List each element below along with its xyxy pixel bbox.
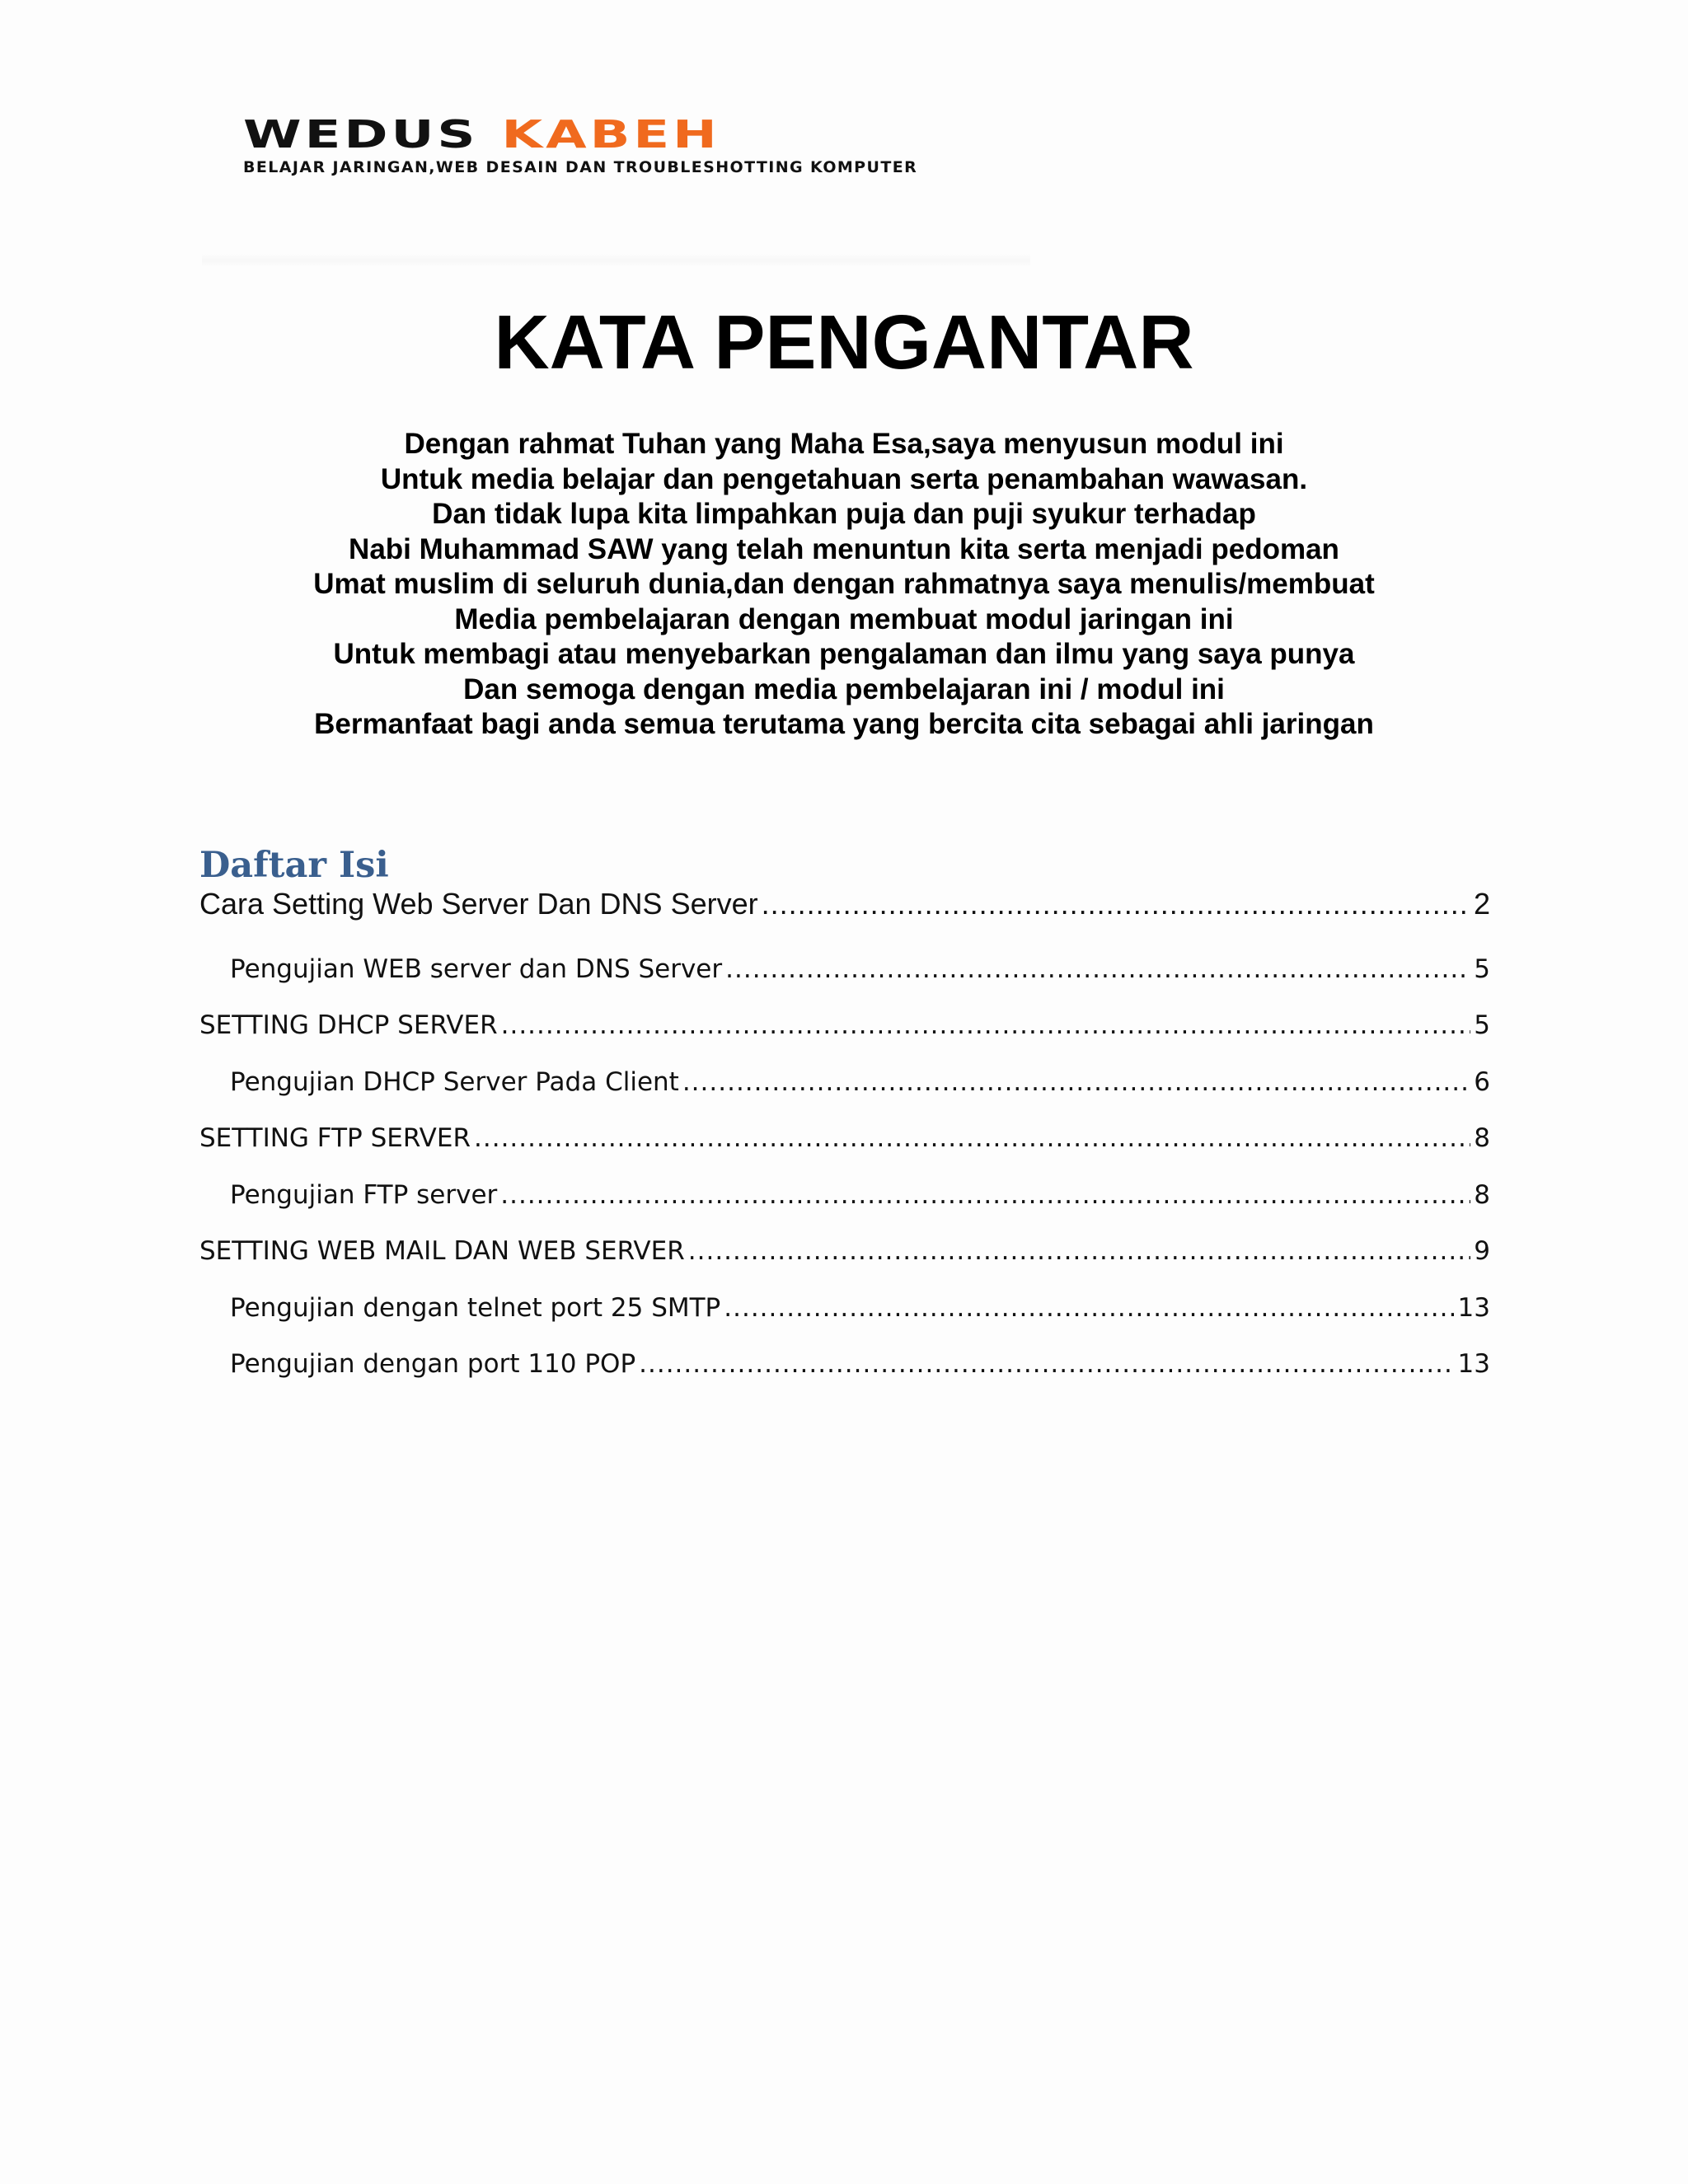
toc-entry-page: 8 [1474, 1180, 1490, 1210]
toc-leader-dots [474, 1123, 1470, 1153]
toc-entry-page: 9 [1474, 1236, 1490, 1266]
toc-entry[interactable] [199, 1236, 1490, 1266]
toc-leader-dots [500, 1180, 1470, 1210]
toc-entry-page: 5 [1474, 954, 1490, 984]
toc-leader-dots [501, 1010, 1471, 1040]
logo [243, 113, 968, 178]
preface-line: Bermanfaat bagi anda semua terutama yang bercita cita sebagai ahli jaringan [314, 708, 1374, 740]
toc-entry-page: 8 [1474, 1123, 1490, 1153]
toc-heading: Daftar Isi [199, 845, 389, 886]
page-title: KATA PENGANTAR [494, 299, 1194, 385]
toc-entry[interactable] [199, 887, 1490, 921]
preface-line: Nabi Muhammad SAW yang telah menuntun kita serta menjadi pedoman [349, 532, 1339, 565]
toc-entry-label: Pengujian dengan port 110 POP [230, 1349, 636, 1379]
logo-wordmark [243, 113, 720, 157]
logo-word-kabeh: KABEH [501, 113, 720, 157]
toc-entry-page: 5 [1474, 1010, 1490, 1040]
toc-leader-dots [639, 1349, 1454, 1379]
toc-entry[interactable] [199, 1123, 1490, 1153]
toc-entry[interactable] [230, 1180, 1490, 1210]
logo-word-wedus: WEDUS [243, 113, 479, 157]
toc-entry[interactable] [230, 1293, 1490, 1323]
preface-text [0, 427, 1688, 743]
toc-entry-label: Pengujian FTP server [230, 1180, 498, 1210]
toc-entry-page: 13 [1457, 1349, 1490, 1379]
preface-line: Untuk media belajar dan pengetahuan serta penambahan wawasan. [380, 462, 1308, 495]
toc-entry[interactable] [230, 1349, 1490, 1379]
toc-entry-label: SETTING WEB MAIL DAN WEB SERVER [199, 1236, 685, 1266]
toc-entry-page: 6 [1474, 1067, 1490, 1097]
toc-entry-page: 13 [1457, 1293, 1490, 1323]
logo-tagline: BELAJAR JARINGAN,WEB DESAIN DAN TROUBLESHOTTING KOMPUTER [243, 158, 918, 176]
preface-line: Untuk membagi atau menyebarkan pengalaman dan ilmu yang saya punya [333, 638, 1355, 670]
toc-entry-label: SETTING FTP SERVER [199, 1123, 471, 1153]
toc-entry-label: Pengujian WEB server dan DNS Server [230, 954, 723, 984]
preface-line: Media pembelajaran dengan membuat modul jaringan ini [454, 602, 1234, 635]
toc-entry-label: Pengujian dengan telnet port 25 SMTP [230, 1293, 721, 1323]
toc-leader-dots [725, 954, 1470, 984]
preface-line: Umat muslim di seluruh dunia,dan dengan rahmatnya saya menulis/membuat [313, 568, 1375, 600]
preface-line: Dan semoga dengan media pembelajaran ini / modul ini [463, 673, 1225, 705]
toc-leader-dots [762, 887, 1470, 921]
toc-leader-dots [724, 1293, 1454, 1323]
toc-entry-label: SETTING DHCP SERVER [199, 1010, 498, 1040]
toc-entry[interactable] [230, 954, 1490, 984]
header-divider [202, 254, 1030, 267]
toc-entry-label: Cara Setting Web Server Dan DNS Server [199, 887, 758, 921]
toc-entry[interactable] [199, 1010, 1490, 1040]
toc-entry-page: 2 [1473, 887, 1490, 921]
toc-leader-dots [688, 1236, 1471, 1266]
toc-entry-label: Pengujian DHCP Server Pada Client [230, 1067, 679, 1097]
toc-leader-dots [682, 1067, 1470, 1097]
preface-line: Dan tidak lupa kita limpahkan puja dan puji syukur terhadap [432, 498, 1256, 530]
preface-line: Dengan rahmat Tuhan yang Maha Esa,saya menyusun modul ini [404, 428, 1284, 460]
toc-entry[interactable] [230, 1067, 1490, 1097]
